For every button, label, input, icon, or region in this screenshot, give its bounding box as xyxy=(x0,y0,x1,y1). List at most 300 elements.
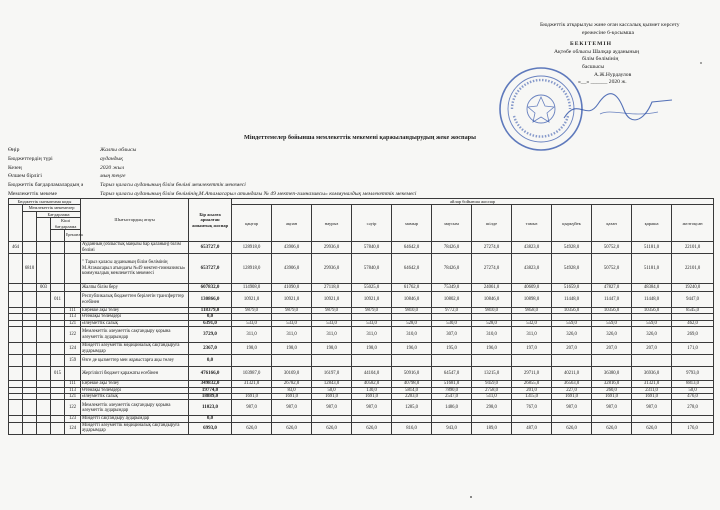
month-value: 10846,0 xyxy=(392,292,432,308)
month-value: 943,0 xyxy=(432,422,472,434)
program-code xyxy=(37,292,51,308)
month-value: 22101,0 xyxy=(672,242,714,254)
month-value: 311,0 xyxy=(352,327,392,343)
month-value xyxy=(552,355,592,367)
month-value: 29936,0 xyxy=(312,254,352,284)
annual-total: 3729,0 xyxy=(189,327,232,343)
month-value: 51681,0 xyxy=(432,381,472,387)
meta-row xyxy=(8,155,416,164)
month-value: 54928,0 xyxy=(552,254,592,284)
month-value: 50,0 xyxy=(312,387,352,393)
month-value: 1691,0 xyxy=(232,394,272,400)
month-value: 626,0 xyxy=(352,422,392,434)
month-value: 278,0 xyxy=(672,400,714,416)
meta-label: Бюджеттердің түрі xyxy=(8,155,53,162)
header-subprogram: Кіші бағдарлама xyxy=(51,218,81,230)
month-value: 987,0 xyxy=(272,400,312,416)
month-value: 10921,0 xyxy=(312,292,352,308)
program-code xyxy=(37,355,51,367)
admin-code xyxy=(23,400,37,416)
scan-speck xyxy=(470,496,472,498)
month-header: қаңтар xyxy=(232,205,272,242)
expense-name: " Тарыз қаласы ауданының білім бөлімінің М.Атамасарыл атындағы №49 мектеп-гимназиясы» коммуналдық мемлекеттік мекемесі xyxy=(81,254,189,284)
month-value: 10898,0 xyxy=(512,292,552,308)
month-value: 10921,0 xyxy=(232,292,272,308)
annual-total: 2367,0 xyxy=(189,343,232,355)
month-value: 41090,0 xyxy=(272,284,312,292)
month-value: 10356,0 xyxy=(552,308,592,314)
month-value: 19240,0 xyxy=(672,284,714,292)
document-title: Міндеттемелер бойынша мемлекеттік мекемені қаржыландырудың жеке жоспары xyxy=(244,134,476,141)
month-value: 533,0 xyxy=(232,320,272,326)
specifics-code xyxy=(65,292,81,308)
month-value: 30169,0 xyxy=(272,367,312,381)
expense-name: Міндетті әлеуметтік медициналық сақтандыруға аударымдар xyxy=(81,343,189,355)
admin-code xyxy=(23,355,37,367)
month-value xyxy=(392,355,432,367)
month-value: 559,0 xyxy=(552,320,592,326)
meta-value: Тарыз қаласы ауданының білім бөлімінің,М.Атамасарыл атындағы № 49 мектеп-гимназиясы» коммуналдық мемлекеттік мекемесі xyxy=(100,190,417,197)
month-value: 114908,0 xyxy=(232,284,272,292)
month-header: ақпан xyxy=(272,205,312,242)
header-annual-plan: Бір жылға арналған жиынтық жоспар xyxy=(189,199,232,242)
annual-total: 118379,0 xyxy=(189,308,232,314)
month-value: 50,0 xyxy=(672,387,714,393)
month-value: 43823,0 xyxy=(512,242,552,254)
expense-name: Еңбекке ақы төлеу xyxy=(81,308,189,314)
meta-value: Тарыз қаласы ауданының білім бөлімі мемлекеттік мекемесі xyxy=(100,182,246,189)
month-value: 26782,0 xyxy=(272,381,312,387)
table-row xyxy=(9,367,714,381)
annual-total: 6391,0 xyxy=(189,320,232,326)
month-value: 9793,0 xyxy=(672,367,714,381)
meta-label: Мемлекеттік мекеме xyxy=(8,190,57,197)
annual-total: 653727,0 xyxy=(189,242,232,254)
month-value: 11448,0 xyxy=(632,292,672,308)
month-value: 311,0 xyxy=(272,327,312,343)
month-value: 626,0 xyxy=(272,422,312,434)
annual-total: 19774,0 xyxy=(189,387,232,393)
functional-group-code xyxy=(9,400,23,416)
month-value: 198,0 xyxy=(232,343,272,355)
approval-date: «__» ______ 2020 ж. xyxy=(578,79,627,86)
month-value: 128918,0 xyxy=(232,254,272,284)
annual-total: 130866,0 xyxy=(189,292,232,308)
month-value: 462,0 xyxy=(672,320,714,326)
specifics-code xyxy=(65,254,81,284)
program-code xyxy=(37,242,51,254)
annual-total: 0,0 xyxy=(189,355,232,367)
month-value: 9459,0 xyxy=(472,381,512,387)
month-value: 10921,0 xyxy=(352,292,392,308)
program-code: 003 xyxy=(37,284,51,292)
month-value: 27274,0 xyxy=(472,254,512,284)
expense-name: Өтемақы төлемдері xyxy=(81,387,189,393)
month-value: 47827,0 xyxy=(592,284,632,292)
month-value: 36380,0 xyxy=(592,367,632,381)
month-header: шілде xyxy=(472,205,512,242)
month-value: 207,0 xyxy=(552,343,592,355)
month-value: 326,0 xyxy=(632,327,672,343)
month-value: 310,0 xyxy=(392,327,432,343)
month-value: 55025,0 xyxy=(352,284,392,292)
month-value: 987,0 xyxy=(312,400,352,416)
specifics-code: 113 xyxy=(65,387,81,393)
signature-icon xyxy=(560,88,680,128)
month-value: 197,0 xyxy=(512,343,552,355)
annual-total: 607832,0 xyxy=(189,284,232,292)
header-spacer xyxy=(23,211,37,241)
month-header: мамыр xyxy=(392,205,432,242)
expense-name: Республикалық бюджеттен берілетін трансферттер есебінен xyxy=(81,292,189,308)
admin-code xyxy=(23,367,37,381)
admin-code xyxy=(23,292,37,308)
annual-total: 6993,0 xyxy=(189,422,232,434)
month-value: 32816,0 xyxy=(592,381,632,387)
approval-line: Ақтөбе облысы Шалқар ауданының xyxy=(554,48,640,55)
program-code xyxy=(37,327,51,343)
month-value: 1315,0 xyxy=(512,394,552,400)
header-spacer xyxy=(51,230,65,242)
functional-group-code xyxy=(9,355,23,367)
meta-row xyxy=(8,172,416,181)
month-value: 24061,0 xyxy=(472,284,512,292)
specifics-code: 122 xyxy=(65,400,81,416)
month-value: 40798,0 xyxy=(392,381,432,387)
expense-name: Жалпы білім беру xyxy=(81,284,189,292)
admin-code: 6810 xyxy=(23,254,37,284)
expense-name: Әлеуметтік салық xyxy=(81,394,189,400)
month-value: 43906,0 xyxy=(272,254,312,284)
month-value: 9858,0 xyxy=(512,308,552,314)
month-value: 269,0 xyxy=(672,327,714,343)
month-value: 78426,0 xyxy=(432,242,472,254)
annual-total: 11023,0 xyxy=(189,400,232,416)
header-spacer xyxy=(37,218,51,242)
month-value: 626,0 xyxy=(552,422,592,434)
specifics-code: 121 xyxy=(65,320,81,326)
specifics-code: 111 xyxy=(65,381,81,387)
month-value: 307,0 xyxy=(432,327,472,343)
specifics-code: 121 xyxy=(65,394,81,400)
table-row xyxy=(9,284,714,292)
month-value xyxy=(672,355,714,367)
month-value: 2758,0 xyxy=(472,387,512,393)
approval-line: Бюджеттік атқарылуы және оған кассалық қызмет көрсету xyxy=(540,22,680,28)
month-value xyxy=(632,355,672,367)
month-value: 987,0 xyxy=(352,400,392,416)
month-value: 530,0 xyxy=(432,320,472,326)
month-value xyxy=(432,355,472,367)
expense-name: Ауданның (облыстық маңызы бар қаланың) білім бөлімі xyxy=(81,242,189,254)
month-value: 29711,0 xyxy=(512,367,552,381)
month-value: 9879,0 xyxy=(352,308,392,314)
functional-group-code xyxy=(9,284,23,292)
month-value: 198,0 xyxy=(352,343,392,355)
month-value: 64547,0 xyxy=(432,367,472,381)
meta-value: аудандық xyxy=(100,155,123,162)
month-value: 1691,0 xyxy=(632,394,672,400)
table-row xyxy=(9,422,714,434)
approval-signatory: А.Ж.Нурдаулов xyxy=(594,71,632,78)
month-value: 626,0 xyxy=(632,422,672,434)
month-header: маусым xyxy=(432,205,472,242)
month-header: тамыз xyxy=(512,205,552,242)
admin-code xyxy=(23,327,37,343)
approval-line: білім бөлімінің xyxy=(582,56,619,63)
table-header xyxy=(9,199,714,242)
annual-total: 18889,0 xyxy=(189,394,232,400)
month-value: 198,0 xyxy=(312,343,352,355)
scan-speck xyxy=(700,62,702,64)
meta-row xyxy=(8,164,416,173)
table-row xyxy=(9,254,714,284)
program-code xyxy=(37,343,51,355)
table-row xyxy=(9,292,714,308)
month-value xyxy=(352,355,392,367)
month-value xyxy=(312,355,352,367)
admin-code xyxy=(23,343,37,355)
month-value: 767,0 xyxy=(512,400,552,416)
header-expense-name: Шығыстардың атауы xyxy=(81,199,189,242)
meta-label: Өлшем бірлігі xyxy=(8,173,42,180)
month-value: 260,0 xyxy=(592,387,632,393)
program-code xyxy=(37,400,51,416)
month-value: 9810,0 xyxy=(472,308,512,314)
month-value: 196,0 xyxy=(392,343,432,355)
month-value: 44104,0 xyxy=(352,367,392,381)
month-value: 987,0 xyxy=(592,400,632,416)
functional-group-code xyxy=(9,343,23,355)
specifics-code: 124 xyxy=(65,422,81,434)
month-value: 36563,0 xyxy=(552,381,592,387)
admin-code xyxy=(23,242,37,254)
expense-name: Өтемақы төлемдері xyxy=(81,314,189,320)
month-value: 511,0 xyxy=(472,394,512,400)
meta-value: Жалпы облысы xyxy=(100,147,137,153)
month-value: 298,0 xyxy=(472,400,512,416)
month-header: қараша xyxy=(632,205,672,242)
month-value xyxy=(472,355,512,367)
expense-name: Міндетті әлеуметтік медициналық сақтандыруға аударымдар xyxy=(81,422,189,434)
month-value xyxy=(272,355,312,367)
month-value: 311,0 xyxy=(512,327,552,343)
month-value: 9810,0 xyxy=(392,308,432,314)
subprogram-code: 011 xyxy=(51,292,65,308)
month-value: 2203,0 xyxy=(392,394,432,400)
table-row xyxy=(9,327,714,343)
month-value: 40211,0 xyxy=(552,367,592,381)
month-header: наурыз xyxy=(312,205,352,242)
month-value: 48384,0 xyxy=(632,284,672,292)
month-value: 50916,0 xyxy=(392,367,432,381)
subprogram-code xyxy=(51,254,65,284)
subprogram-code: 015 xyxy=(51,367,65,381)
functional-group-code xyxy=(9,327,23,343)
specifics-code: 113 xyxy=(65,314,81,320)
month-value: 1691,0 xyxy=(272,394,312,400)
month-value: 326,0 xyxy=(552,327,592,343)
month-value: 176,0 xyxy=(672,422,714,434)
month-value: 9879,0 xyxy=(312,308,352,314)
specifics-code: 159 xyxy=(65,355,81,367)
meta-row xyxy=(8,146,416,155)
month-value: 171,0 xyxy=(672,343,714,355)
functional-group-code xyxy=(9,367,23,381)
month-value: 528,0 xyxy=(392,320,432,326)
annual-total: 0,0 xyxy=(189,416,232,422)
table-row xyxy=(9,400,714,416)
annual-total: 0,0 xyxy=(189,314,232,320)
header-functional-group xyxy=(9,205,23,242)
approval-heading: БЕКІТЕМІН xyxy=(570,41,612,48)
month-value: 43823,0 xyxy=(512,254,552,284)
month-value: 626,0 xyxy=(232,422,272,434)
month-value: 12843,0 xyxy=(312,381,352,387)
month-value: 227,0 xyxy=(552,387,592,393)
month-value: 128918,0 xyxy=(232,242,272,254)
month-value: 2311,0 xyxy=(632,387,672,393)
month-value: 201,0 xyxy=(512,387,552,393)
month-value: 816,0 xyxy=(392,422,432,434)
month-header: қыркүйек xyxy=(552,205,592,242)
month-value: 8545,0 xyxy=(672,308,714,314)
month-value: 533,0 xyxy=(352,320,392,326)
month-value xyxy=(232,355,272,367)
month-value: 487,0 xyxy=(512,422,552,434)
month-value: 51659,0 xyxy=(552,284,592,292)
header-budget-class: Бюджеттік сыныптама коды xyxy=(9,199,81,205)
month-value: 5814,0 xyxy=(392,387,432,393)
program-code xyxy=(37,367,51,381)
month-value: 189,0 xyxy=(472,422,512,434)
month-value: 78426,0 xyxy=(432,254,472,284)
month-value: 9879,0 xyxy=(232,308,272,314)
month-value: 54928,0 xyxy=(552,242,592,254)
expense-name: Мемлекеттік әлеуметтік сақтандыру қорына әлеуметтік аударымдар xyxy=(81,400,189,416)
table-row xyxy=(9,242,714,254)
financing-plan-table xyxy=(8,198,714,435)
subprogram-code xyxy=(51,355,65,367)
specifics-code xyxy=(65,242,81,254)
program-code xyxy=(37,254,51,284)
month-value: 61762,0 xyxy=(392,284,432,292)
month-header: желтоқсан xyxy=(672,205,714,242)
meta-block xyxy=(8,146,416,199)
month-value: 57840,0 xyxy=(352,242,392,254)
month-value: 311,0 xyxy=(312,327,352,343)
month-value: 83,0 xyxy=(272,387,312,393)
month-value: 2547,0 xyxy=(432,394,472,400)
month-value: 75349,0 xyxy=(432,284,472,292)
month-value: 43906,0 xyxy=(272,242,312,254)
expense-name: Өзге де қызметтер мен жұмыстарға ақы төлеу xyxy=(81,355,189,367)
month-value: 528,0 xyxy=(472,320,512,326)
header-specifics: Ерекшелік xyxy=(65,230,81,242)
month-header: қазан xyxy=(592,205,632,242)
month-value: 10356,0 xyxy=(632,308,672,314)
month-header: сәуір xyxy=(352,205,392,242)
subprogram-code xyxy=(51,422,65,434)
month-value: 40609,0 xyxy=(512,284,552,292)
month-value: 1486,0 xyxy=(432,400,472,416)
month-value: 50752,0 xyxy=(592,242,632,254)
meta-label: Кезең xyxy=(8,164,22,171)
month-value: 195,0 xyxy=(432,343,472,355)
month-value: 987,0 xyxy=(552,400,592,416)
annual-total: 476166,0 xyxy=(189,367,232,381)
month-value: 22101,0 xyxy=(672,254,714,284)
subprogram-code xyxy=(51,400,65,416)
table-row xyxy=(9,343,714,355)
functional-group-code xyxy=(9,254,23,284)
month-value: 1691,0 xyxy=(592,394,632,400)
functional-group-code xyxy=(9,422,23,434)
annual-total: 349832,0 xyxy=(189,381,232,387)
month-value: 987,0 xyxy=(232,400,272,416)
month-value: 13215,0 xyxy=(472,367,512,381)
specifics-code: 123 xyxy=(65,416,81,422)
header-monthly-plan: айлар бойынша жоспар xyxy=(232,199,714,205)
month-value: 1691,0 xyxy=(312,394,352,400)
month-value: 559,0 xyxy=(632,320,672,326)
month-value: 50752,0 xyxy=(592,254,632,284)
approval-line: ережесіне 6-қосымша xyxy=(582,29,634,36)
approval-line: басшысы xyxy=(582,63,605,70)
expense-name: Жергілікті бюджет қаражаты есебінен xyxy=(81,367,189,381)
specifics-code: 122 xyxy=(65,327,81,343)
specifics-code: 124 xyxy=(65,343,81,355)
functional-group-code xyxy=(9,292,23,308)
meta-row xyxy=(8,181,416,190)
admin-code xyxy=(23,284,37,292)
header-program: Бағдарлама xyxy=(37,211,81,217)
month-value: 31321,0 xyxy=(632,381,672,387)
month-value: 26855,0 xyxy=(512,381,552,387)
month-value: 533,0 xyxy=(312,320,352,326)
month-value: 10921,0 xyxy=(272,292,312,308)
expense-name: Әлеуметтік салық xyxy=(81,320,189,326)
month-value: 11448,0 xyxy=(552,292,592,308)
month-value: 532,0 xyxy=(512,320,552,326)
meta-label: Бюджеттік бағдарламалардың ә xyxy=(8,182,84,189)
month-value: 9772,0 xyxy=(432,308,472,314)
month-value xyxy=(592,355,632,367)
meta-label: Өңір xyxy=(8,147,20,153)
meta-value: мың теңге xyxy=(100,173,126,180)
month-value: 1691,0 xyxy=(552,394,592,400)
expense-name: Еңбекке ақы төлеу xyxy=(81,381,189,387)
expense-name: Міндетті сақтандыру аударымдар xyxy=(81,416,189,422)
month-value: 196,0 xyxy=(472,343,512,355)
expense-name: Мемлекеттік әлеуметтік сақтандыру қорына әлеуметтік аударымдар xyxy=(81,327,189,343)
month-value: 27118,0 xyxy=(312,284,352,292)
specifics-code: 111 xyxy=(65,308,81,314)
program-code xyxy=(37,422,51,434)
month-value: 626,0 xyxy=(592,422,632,434)
month-value: 310,0 xyxy=(472,327,512,343)
month-value: 207,0 xyxy=(632,343,672,355)
subprogram-code xyxy=(51,284,65,292)
month-value: 57840,0 xyxy=(352,254,392,284)
month-value: 11447,0 xyxy=(592,292,632,308)
admin-code xyxy=(23,422,37,434)
month-value xyxy=(512,355,552,367)
month-value: 130,0 xyxy=(352,387,392,393)
month-value: 1285,0 xyxy=(392,400,432,416)
month-value: 476,0 xyxy=(672,394,714,400)
subprogram-code xyxy=(51,343,65,355)
